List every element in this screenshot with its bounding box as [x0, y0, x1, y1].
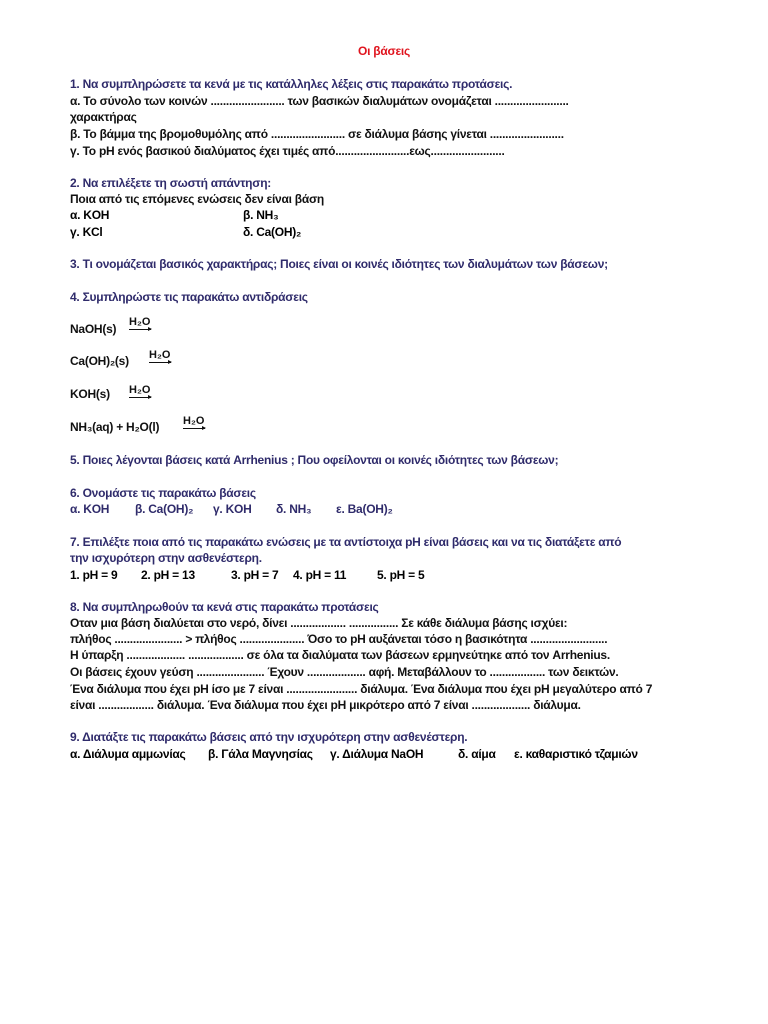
- q9-item: β. Γάλα Μαγνησίας: [208, 747, 313, 761]
- reaction-4: NH₃(aq) + H₂O(l): [70, 420, 160, 434]
- arrow-label: H₂O: [149, 349, 171, 361]
- q8-line: είναι .................. διάλυμα. Ένα διάλυμα που έχει pH μικρότερο από 7 είναι ................... διάλυμα.: [70, 698, 581, 712]
- reaction-3: KOH(s): [70, 387, 110, 401]
- q1-line-b: β. Το βάμμα της βρομοθυμόλης από ........................ σε διάλυμα βάσης γίνεται ........................: [70, 127, 564, 141]
- q9-heading: 9. Διατάξτε τις παρακάτω βάσεις από την ισχυρότερη στην ασθενέστερη.: [70, 730, 468, 744]
- q6-item: γ. KOH: [213, 502, 252, 516]
- reaction-2: Ca(OH)₂(s): [70, 354, 129, 368]
- q3-heading: 3. Τι ονομάζεται βασικός χαρακτήρας; Ποιες είναι οι κοινές ιδιότητες των διαλυμάτων των βάσεων;: [70, 257, 608, 271]
- reaction-arrow-icon: [129, 316, 151, 330]
- q2-option-b: β. NH₃: [243, 208, 279, 222]
- q6-item: δ. NH₃: [276, 502, 312, 516]
- q5-heading: 5. Ποιες λέγονται βάσεις κατά Arrhenius ; Που οφείλονται οι κοινές ιδιότητες των βάσεων;: [70, 453, 559, 467]
- q8-line: Η ύπαρξη ................... .................. σε όλα τα διαλύματα των βάσεων ερμηνεύτηκε από τον Arrhenius.: [70, 648, 610, 662]
- q7-heading-cont: την ισχυρότερη στην ασθενέστερη.: [70, 551, 262, 565]
- q9-item: γ. Διάλυμα NaOH: [330, 747, 424, 761]
- arrow-label: H₂O: [129, 384, 151, 396]
- reaction-arrow-icon: [183, 415, 205, 429]
- q1-line-c: γ. Το pH ενός βασικού διαλύματος έχει τιμές από........................εως........................: [70, 144, 505, 158]
- q9-item: ε. καθαριστικό τζαμιών: [514, 747, 638, 761]
- reaction-arrow-icon: [129, 384, 151, 398]
- q7-item: 4. pH = 11: [293, 568, 347, 582]
- q7-item: 5. pH = 5: [377, 568, 425, 582]
- q2-heading: 2. Να επιλέξετε τη σωστή απάντηση:: [70, 176, 272, 190]
- q1-heading: 1. Να συμπληρώσετε τα κενά με τις κατάλληλες λέξεις στις παρακάτω προτάσεις.: [70, 77, 513, 91]
- q4-heading: 4. Συμπληρώστε τις παρακάτω αντιδράσεις: [70, 290, 308, 304]
- q8-heading: 8. Να συμπληρωθούν τα κενά στις παρακάτω προτάσεις: [70, 600, 379, 614]
- q7-heading: 7. Επιλέξτε ποια από τις παρακάτω ενώσεις με τα αντίστοιχα pH είναι βάσεις και να τις διατάξετε από: [70, 535, 622, 549]
- arrow-label: H₂O: [183, 415, 205, 427]
- q7-item: 3. pH = 7: [231, 568, 279, 582]
- q6-item: ε. Ba(OH)₂: [336, 502, 393, 516]
- q2-option-c: γ. KCl: [70, 225, 103, 239]
- q6-heading: 6. Ονομάστε τις παρακάτω βάσεις: [70, 486, 256, 500]
- q8-line: Οταν μια βάση διαλύεται στο νερό, δίνει .................. ................ Σε κάθε διάλυμα βάσης ισχύει:: [70, 616, 568, 630]
- q1-line-a-cont: χαρακτήρας: [70, 110, 137, 124]
- page-title: Οι βάσεις: [358, 44, 410, 58]
- reaction-arrow-icon: [149, 349, 171, 363]
- q6-item: α. KOH: [70, 502, 110, 516]
- q8-line: Οι βάσεις έχουν γεύση ...................... Έχουν ................... αφή. Μεταβάλλουν το .................. των δεικτών.: [70, 665, 619, 679]
- q8-line: πλήθος ...................... > πλήθος ..................... Όσο το pH αυξάνεται τόσο η βασικότητα .........................: [70, 632, 608, 646]
- reaction-1: NaOH(s): [70, 322, 117, 336]
- q2-question: Ποια από τις επόμενες ενώσεις δεν είναι βάση: [70, 192, 325, 206]
- q7-item: 1. pH = 9: [70, 568, 118, 582]
- q9-item: α. Διάλυμα αμμωνίας: [70, 747, 186, 761]
- q2-option-d: δ. Ca(OH)₂: [243, 225, 302, 239]
- q2-option-a: α. KOH: [70, 208, 110, 222]
- q7-item: 2. pH = 13: [141, 568, 195, 582]
- q6-item: β. Ca(OH)₂: [135, 502, 194, 516]
- q8-line: Ένα διάλυμα που έχει pH ίσο με 7 είναι ....................... διάλυμα. Ένα διάλυμα που έχει pH μεγαλύτερο από 7: [70, 682, 653, 696]
- q9-item: δ. αίμα: [458, 747, 496, 761]
- arrow-label: H₂O: [129, 316, 151, 328]
- q1-line-a: α. Το σύνολο των κοινών ........................ των βασικών διαλυμάτων ονομάζεται ........................: [70, 94, 569, 108]
